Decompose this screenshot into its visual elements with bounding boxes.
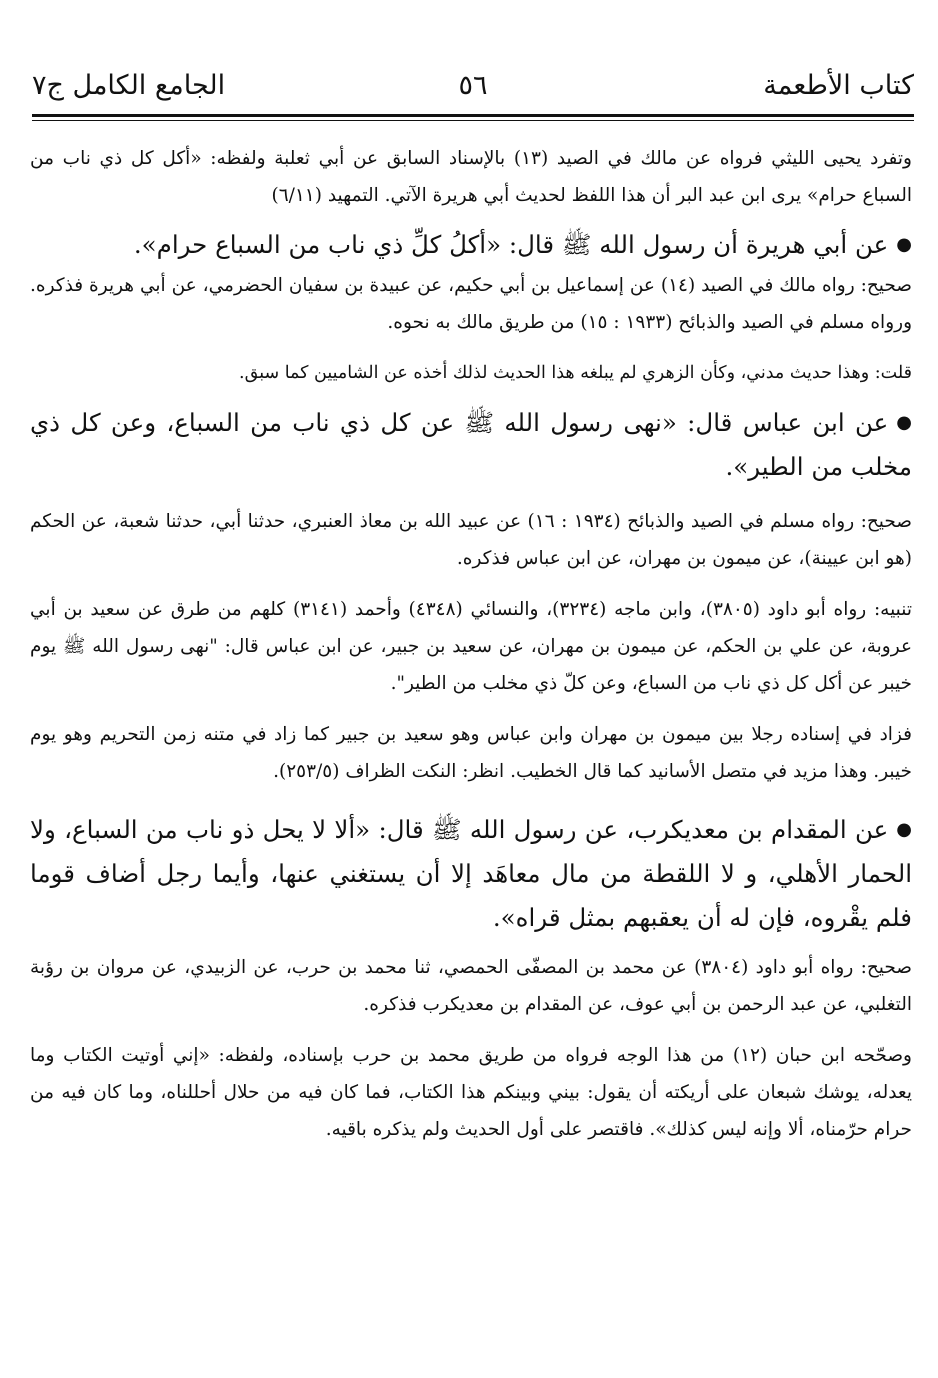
paragraph-comment xyxy=(30,1037,912,1148)
paragraph-text: وصحّحه ابن حبان (١٢) من هذا الوجه فرواه من طريق محمد بن حرب بإسناده، ولفظه: «إني أوتيت الكتاب وما يعدله، يوشك شبعان على أريكته أن يقول: بيني وبينكم هذا الكتاب، فما كان فيه من حلال أحللناه، وما كان فيه من حرام حرّمناه، ألا وإنه ليس كذلك». فاقتصر على أول الحديث ولم يذكره باقيه. xyxy=(30,1045,912,1140)
paragraph-text: فزاد في إسناده رجلا بين ميمون بن مهران وابن عباس وهو سعيد بن جبير كما زاد في متنه زمن التحريم وهو يوم خيبر. وهذا مزيد في متصل الأسانيد كما قال الخطيب. انظر: النكت الظراف (٢٥٣/٥). xyxy=(30,724,912,782)
header-rule-thick xyxy=(32,114,914,117)
hadith-text xyxy=(30,808,912,940)
page-body xyxy=(30,140,912,1148)
paragraph-text: قلت: وهذا حديث مدني، وكأن الزهري لم يبلغه هذا الحديث لذلك أخذه عن الشاميين كما سبق. xyxy=(239,363,912,383)
bullet-icon: ● xyxy=(896,819,912,840)
bullet-icon: ● xyxy=(896,234,912,255)
running-header xyxy=(32,66,914,110)
paragraph-comment xyxy=(30,355,912,392)
paragraph-takhrij xyxy=(30,503,912,577)
paragraph-note xyxy=(30,140,912,214)
paragraph-text: صحيح: رواه مسلم في الصيد والذبائح (١٩٣٤ : ١٦) عن عبيد الله بن معاذ العنبري، حدثنا أبي، حدثنا شعبة، عن الحكم (هو ابن عيينة)، عن ميمون بن مهران، عن ابن عباس فذكره. xyxy=(30,511,912,569)
hadith-body: عن ابن عباس قال: «نهى رسول الله ﷺ عن كل ذي ناب من السباع، وعن كل ذي مخلب من الطير». xyxy=(30,408,912,481)
paragraph-notice xyxy=(30,591,912,702)
paragraph-text: تنبيه: رواه أبو داود (٣٨٠٥)، وابن ماجه (٣٢٣٤)، والنسائي (٤٣٤٨) وأحمد (٣١٤١) كلهم من طرق عن سعيد بن أبي عروبة، عن علي بن الحكم، عن ميمون بن مهران، عن سعيد بن جبير، عن ابن عباس قال: "نهى رسول الله ﷺ يوم خيبر عن أكل كل ذي ناب من السباع، وعن كلّ ذي مخلب من الطير". xyxy=(30,599,912,694)
bullet-icon: ● xyxy=(896,412,912,433)
hadith-text xyxy=(30,401,912,489)
volume-title: الجامع الكامل ج٧ xyxy=(32,70,226,101)
paragraph-text: صحيح: رواه مالك في الصيد (١٤) عن إسماعيل بن أبي حكيم، عن عبيدة بن سفيان الحضرمي، عن أبي هريرة فذكره. ورواه مسلم في الصيد والذبائح (١٩٣٣ : ١٥) من طريق مالك به نحوه. xyxy=(30,275,912,333)
paragraph-text: صحيح: رواه أبو داود (٣٨٠٤) عن محمد بن المصفّى الحمصي، ثنا محمد بن حرب، عن الزبيدي، عن مروان بن رؤبة التغلبي، عن عبد الرحمن بن أبي عوف، عن المقدام بن معديكرب فذكره. xyxy=(30,957,912,1015)
header-rule-thin xyxy=(32,120,914,121)
hadith-body: عن أبي هريرة أن رسول الله ﷺ قال: «أكلُ كلِّ ذي ناب من السباع حرام». xyxy=(133,230,889,259)
paragraph-takhrij xyxy=(30,949,912,1023)
paragraph-comment xyxy=(30,716,912,790)
paragraph-takhrij xyxy=(30,267,912,341)
hadith-text xyxy=(30,223,912,267)
page-number: ٥٦ xyxy=(458,70,488,101)
hadith-body: عن المقدام بن معديكرب، عن رسول الله ﷺ قال: «ألا لا يحل ذو ناب من السباع، ولا الحمار الأهلي، و لا اللقطة من مال معاهَد إلا أن يستغني عنها، وأيما رجل أضاف قوما فلم يقْروه، فإن له أن يعقبهم بمثل قراه». xyxy=(30,815,912,932)
paragraph-text: وتفرد يحيى الليثي فرواه عن مالك في الصيد (١٣) بالإسناد السابق عن أبي ثعلبة ولفظه: «أكل كل ذي ناب من السباع حرام» يرى ابن عبد البر أن هذا اللفظ لحديث أبي هريرة الآتي. التمهيد (٦/١١) xyxy=(30,148,912,206)
book-title: كتاب الأطعمة xyxy=(763,70,914,101)
